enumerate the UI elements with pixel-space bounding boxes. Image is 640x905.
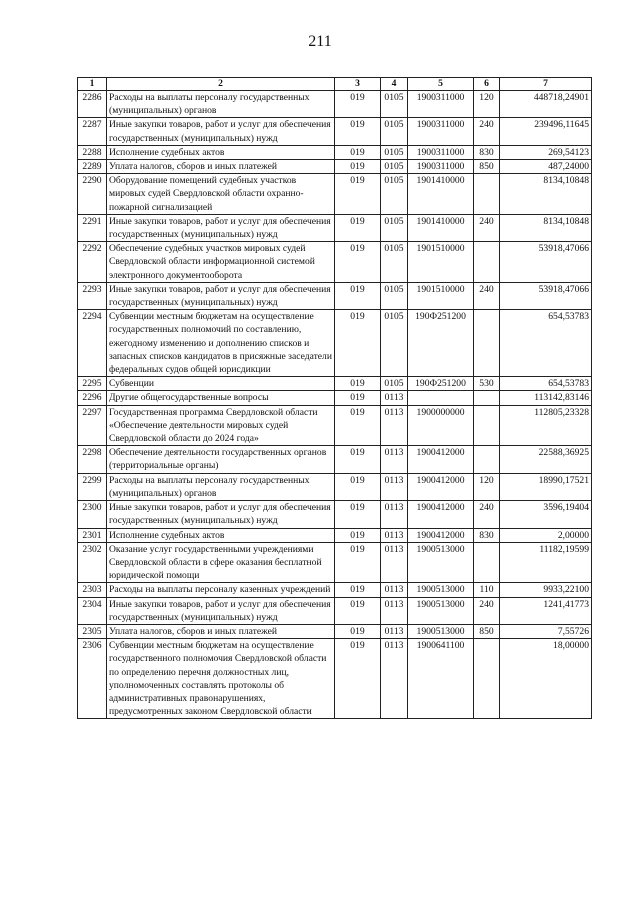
table-row — [78, 242, 592, 283]
row-col-5: 190Ф251200 — [408, 310, 474, 377]
row-col-6: 240 — [474, 501, 500, 528]
row-number: 2292 — [78, 242, 107, 283]
row-amount: 654,53783 — [500, 377, 592, 391]
row-col-6: 530 — [474, 377, 500, 391]
row-col-4: 0113 — [381, 501, 408, 528]
row-col-4: 0105 — [381, 377, 408, 391]
row-name: Уплата налогов, сборов и иных платежей — [107, 160, 335, 174]
row-col-3: 019 — [335, 405, 381, 446]
row-col-6: 830 — [474, 145, 500, 159]
row-name: Расходы на выплаты персоналу государственных (муниципальных) органов — [107, 91, 335, 118]
row-name: Субвенции местным бюджетам на осуществление государственных полномочий по составлению, ежегодному изменению и дополнению списков и запасных списков кандидатов в присяжные заседатели федеральных судов общей юрисдикции — [107, 310, 335, 377]
row-col-3: 019 — [335, 160, 381, 174]
row-col-3: 019 — [335, 391, 381, 405]
row-number: 2295 — [78, 377, 107, 391]
row-col-3: 019 — [335, 174, 381, 215]
row-amount: 18,00000 — [500, 639, 592, 719]
table-row — [78, 542, 592, 583]
row-col-5: 1900000000 — [408, 405, 474, 446]
row-col-3: 019 — [335, 639, 381, 719]
row-name: Исполнение судебных актов — [107, 528, 335, 542]
table-row — [78, 583, 592, 597]
row-amount: 9933,22100 — [500, 583, 592, 597]
row-number: 2290 — [78, 174, 107, 215]
row-col-6: 120 — [474, 91, 500, 118]
row-col-5: 1900311000 — [408, 118, 474, 145]
row-name: Оказание услуг государственными учреждениями Свердловской области в сфере оказания бесплатной юридической помощи — [107, 542, 335, 583]
row-col-4: 0105 — [381, 160, 408, 174]
row-col-4: 0113 — [381, 624, 408, 638]
table-row — [78, 214, 592, 241]
row-name: Государственная программа Свердловской области «Обеспечение деятельности мировых судей Свердловской области до 2024 года» — [107, 405, 335, 446]
row-col-5: 1900641100 — [408, 639, 474, 719]
row-name: Другие общегосударственные вопросы — [107, 391, 335, 405]
row-col-4: 0105 — [381, 282, 408, 309]
row-col-6: 110 — [474, 583, 500, 597]
table-row — [78, 377, 592, 391]
row-name: Иные закупки товаров, работ и услуг для обеспечения государственных (муниципальных) нужд — [107, 501, 335, 528]
row-col-3: 019 — [335, 473, 381, 500]
row-amount: 3596,19404 — [500, 501, 592, 528]
row-col-3: 019 — [335, 446, 381, 473]
row-col-6 — [474, 310, 500, 377]
row-col-6 — [474, 542, 500, 583]
row-number: 2306 — [78, 639, 107, 719]
row-amount: 22588,36925 — [500, 446, 592, 473]
row-col-4: 0113 — [381, 597, 408, 624]
table-row — [78, 282, 592, 309]
row-col-3: 019 — [335, 583, 381, 597]
row-number: 2296 — [78, 391, 107, 405]
row-amount: 654,53783 — [500, 310, 592, 377]
row-col-4: 0105 — [381, 145, 408, 159]
row-col-6 — [474, 242, 500, 283]
table-row — [78, 391, 592, 405]
row-amount: 18990,17521 — [500, 473, 592, 500]
row-name: Субвенции — [107, 377, 335, 391]
row-name: Расходы на выплаты персоналу казенных учреждений — [107, 583, 335, 597]
row-number: 2286 — [78, 91, 107, 118]
row-number: 2299 — [78, 473, 107, 500]
row-number: 2291 — [78, 214, 107, 241]
row-col-4: 0105 — [381, 118, 408, 145]
table-row — [78, 501, 592, 528]
row-col-4: 0113 — [381, 583, 408, 597]
row-col-6: 240 — [474, 214, 500, 241]
table-row — [78, 597, 592, 624]
header-cell: 4 — [381, 78, 408, 91]
row-col-4: 0105 — [381, 214, 408, 241]
row-number: 2301 — [78, 528, 107, 542]
header-cell: 7 — [500, 78, 592, 91]
row-col-6 — [474, 405, 500, 446]
row-col-4: 0105 — [381, 174, 408, 215]
row-number: 2297 — [78, 405, 107, 446]
row-col-3: 019 — [335, 542, 381, 583]
row-amount: 11182,19599 — [500, 542, 592, 583]
row-col-5: 1901510000 — [408, 282, 474, 309]
table-row — [78, 405, 592, 446]
table-row — [78, 174, 592, 215]
row-number: 2300 — [78, 501, 107, 528]
row-col-6: 120 — [474, 473, 500, 500]
row-col-5: 1901510000 — [408, 242, 474, 283]
row-col-6 — [474, 391, 500, 405]
row-col-6: 240 — [474, 118, 500, 145]
row-name: Иные закупки товаров, работ и услуг для обеспечения государственных (муниципальных) нужд — [107, 214, 335, 241]
row-col-6 — [474, 639, 500, 719]
row-amount: 8134,10848 — [500, 214, 592, 241]
row-col-4: 0105 — [381, 91, 408, 118]
row-col-5: 1900412000 — [408, 528, 474, 542]
row-name: Обеспечение деятельности государственных органов (территориальные органы) — [107, 446, 335, 473]
row-name: Уплата налогов, сборов и иных платежей — [107, 624, 335, 638]
table-row — [78, 528, 592, 542]
header-cell: 2 — [107, 78, 335, 91]
row-col-5: 190Ф251200 — [408, 377, 474, 391]
table-row — [78, 446, 592, 473]
table-row — [78, 118, 592, 145]
row-amount: 448718,24901 — [500, 91, 592, 118]
row-amount: 2,00000 — [500, 528, 592, 542]
row-col-5: 1900513000 — [408, 542, 474, 583]
row-col-5: 1900311000 — [408, 91, 474, 118]
row-col-5: 1900412000 — [408, 446, 474, 473]
row-col-5: 1900311000 — [408, 145, 474, 159]
row-col-5: 1901410000 — [408, 214, 474, 241]
row-number: 2287 — [78, 118, 107, 145]
row-amount: 487,24000 — [500, 160, 592, 174]
row-col-5: 1900513000 — [408, 624, 474, 638]
row-amount: 8134,10848 — [500, 174, 592, 215]
row-col-6 — [474, 446, 500, 473]
row-col-3: 019 — [335, 501, 381, 528]
table-row — [78, 473, 592, 500]
row-col-6: 240 — [474, 597, 500, 624]
row-number: 2288 — [78, 145, 107, 159]
row-col-6: 830 — [474, 528, 500, 542]
row-number: 2304 — [78, 597, 107, 624]
row-amount: 7,55726 — [500, 624, 592, 638]
row-amount: 53918,47066 — [500, 282, 592, 309]
header-cell: 1 — [78, 78, 107, 91]
row-col-5: 1900412000 — [408, 501, 474, 528]
row-col-4: 0105 — [381, 242, 408, 283]
row-col-6 — [474, 174, 500, 215]
row-number: 2305 — [78, 624, 107, 638]
row-number: 2294 — [78, 310, 107, 377]
table-row — [78, 639, 592, 719]
header-cell: 6 — [474, 78, 500, 91]
row-col-3: 019 — [335, 214, 381, 241]
row-col-3: 019 — [335, 624, 381, 638]
row-name: Расходы на выплаты персоналу государственных (муниципальных) органов — [107, 473, 335, 500]
row-col-3: 019 — [335, 377, 381, 391]
row-number: 2289 — [78, 160, 107, 174]
row-col-6: 240 — [474, 282, 500, 309]
budget-table — [77, 77, 592, 719]
row-col-4: 0113 — [381, 473, 408, 500]
row-col-3: 019 — [335, 118, 381, 145]
row-name: Иные закупки товаров, работ и услуг для обеспечения государственных (муниципальных) нужд — [107, 597, 335, 624]
row-col-3: 019 — [335, 528, 381, 542]
row-col-3: 019 — [335, 597, 381, 624]
row-col-6: 850 — [474, 624, 500, 638]
row-number: 2302 — [78, 542, 107, 583]
row-col-3: 019 — [335, 310, 381, 377]
row-number: 2293 — [78, 282, 107, 309]
row-col-4: 0113 — [381, 391, 408, 405]
table-row — [78, 310, 592, 377]
row-name: Иные закупки товаров, работ и услуг для обеспечения государственных (муниципальных) нужд — [107, 118, 335, 145]
table-row — [78, 91, 592, 118]
row-amount: 1241,41773 — [500, 597, 592, 624]
row-col-5: 1900311000 — [408, 160, 474, 174]
row-amount: 269,54123 — [500, 145, 592, 159]
row-number: 2303 — [78, 583, 107, 597]
row-col-5: 1901410000 — [408, 174, 474, 215]
table-row — [78, 145, 592, 159]
page-number: 211 — [308, 33, 332, 50]
row-col-4: 0113 — [381, 446, 408, 473]
row-col-4: 0113 — [381, 542, 408, 583]
header-cell: 3 — [335, 78, 381, 91]
row-col-4: 0113 — [381, 528, 408, 542]
table-row — [78, 160, 592, 174]
row-amount: 239496,11645 — [500, 118, 592, 145]
row-amount: 112805,23328 — [500, 405, 592, 446]
row-name: Субвенции местным бюджетам на осуществление государственного полномочия Свердловской области по определению перечня должностных лиц, уполномоченных составлять протоколы об административных правонарушениях, предусмотренных законом Свердловской области — [107, 639, 335, 719]
row-amount: 113142,83146 — [500, 391, 592, 405]
row-col-6: 850 — [474, 160, 500, 174]
row-col-4: 0113 — [381, 639, 408, 719]
row-number: 2298 — [78, 446, 107, 473]
row-name: Оборудование помещений судебных участков мировых судей Свердловской области охранно-пожарной сигнализацией — [107, 174, 335, 215]
row-col-5: 1900513000 — [408, 597, 474, 624]
row-col-3: 019 — [335, 91, 381, 118]
row-name: Обеспечение судебных участков мировых судей Свердловской области информационной системой электронного документооборота — [107, 242, 335, 283]
row-col-4: 0105 — [381, 310, 408, 377]
row-col-5: 1900513000 — [408, 583, 474, 597]
row-col-5: 1900412000 — [408, 473, 474, 500]
header-cell: 5 — [408, 78, 474, 91]
row-name: Иные закупки товаров, работ и услуг для обеспечения государственных (муниципальных) нужд — [107, 282, 335, 309]
row-col-3: 019 — [335, 282, 381, 309]
row-col-4: 0113 — [381, 405, 408, 446]
row-col-3: 019 — [335, 242, 381, 283]
row-col-3: 019 — [335, 145, 381, 159]
row-col-5 — [408, 391, 474, 405]
row-amount: 53918,47066 — [500, 242, 592, 283]
row-name: Исполнение судебных актов — [107, 145, 335, 159]
table-row — [78, 624, 592, 638]
header-row — [78, 78, 592, 91]
